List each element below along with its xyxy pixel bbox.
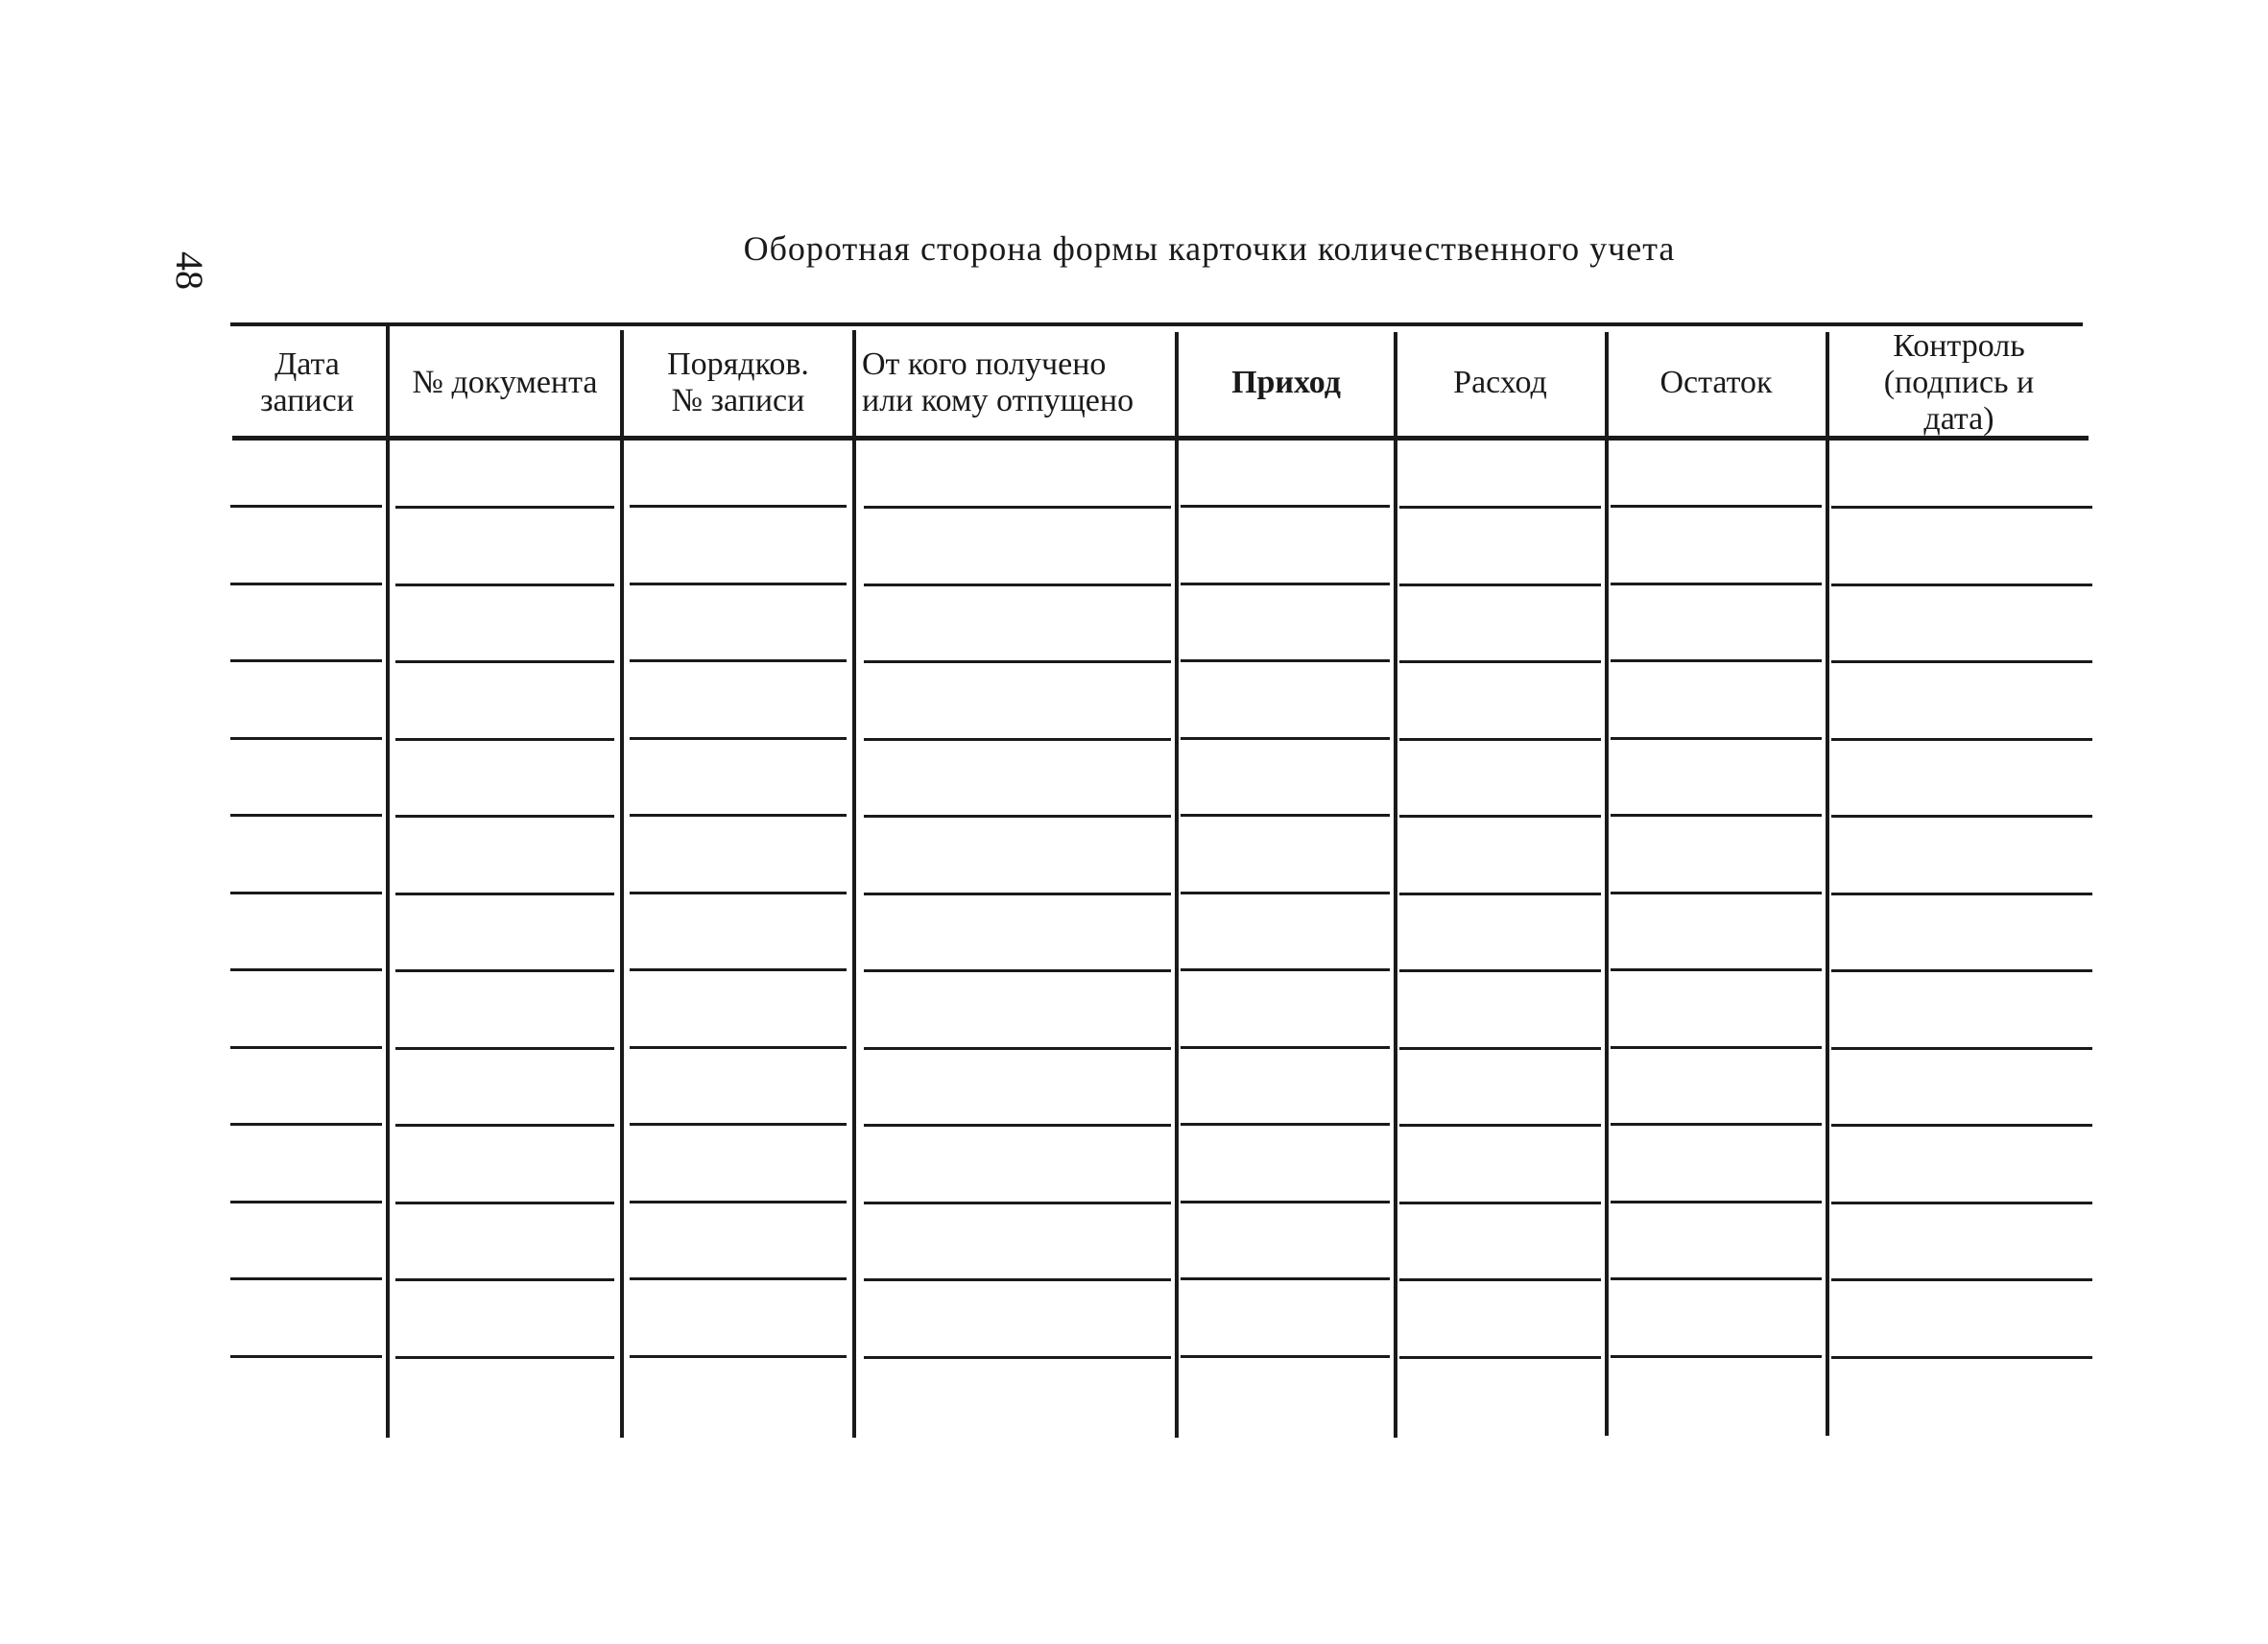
table-row-line bbox=[1181, 1201, 1390, 1203]
table-row-line bbox=[1611, 583, 1822, 585]
table-row-line bbox=[1831, 1124, 2092, 1127]
table-row-line bbox=[1399, 584, 1601, 586]
table-row-line bbox=[395, 969, 614, 972]
table-row-line bbox=[1399, 1356, 1601, 1359]
table-row-line bbox=[230, 1201, 382, 1203]
column-divider bbox=[852, 330, 856, 1438]
table-row-line bbox=[230, 1277, 382, 1280]
table-row-line bbox=[1611, 1355, 1822, 1358]
table-row-line bbox=[1831, 1356, 2092, 1359]
table-row-line bbox=[864, 1047, 1171, 1050]
table-row-line bbox=[1611, 659, 1822, 662]
table-row-line bbox=[395, 1278, 614, 1281]
table-row-line bbox=[230, 659, 382, 662]
table-row-line bbox=[395, 815, 614, 818]
column-divider bbox=[1826, 332, 1829, 1436]
table-row-line bbox=[1181, 737, 1390, 740]
table-row-line bbox=[864, 506, 1171, 509]
table-row-line bbox=[1181, 892, 1390, 894]
table-row-line bbox=[630, 1277, 847, 1280]
table-row-line bbox=[1181, 1355, 1390, 1358]
table-row-line bbox=[230, 968, 382, 971]
table-row-line bbox=[395, 1202, 614, 1204]
table-row-line bbox=[630, 892, 847, 894]
table-row-line bbox=[395, 893, 614, 895]
column-divider bbox=[1175, 332, 1179, 1438]
table-row-line bbox=[395, 1356, 614, 1359]
table-row-line bbox=[864, 1356, 1171, 1359]
table-row-line bbox=[1181, 505, 1390, 508]
table-row-line bbox=[230, 1046, 382, 1049]
table-row-line bbox=[1181, 1123, 1390, 1126]
header-sequence-number: Порядков. № записи bbox=[667, 346, 809, 418]
table-row-line bbox=[1399, 1202, 1601, 1204]
accounting-card-table bbox=[230, 322, 2092, 1436]
table-row-line bbox=[1181, 1046, 1390, 1049]
table-row-line bbox=[864, 1124, 1171, 1127]
table-row-line bbox=[1831, 1202, 2092, 1204]
table-row-line bbox=[630, 968, 847, 971]
table-row-line bbox=[1399, 738, 1601, 741]
table-row-line bbox=[1611, 1201, 1822, 1203]
table-row-line bbox=[630, 1123, 847, 1126]
table-row-line bbox=[630, 1046, 847, 1049]
table-row-line bbox=[1399, 893, 1601, 895]
table-row-line bbox=[395, 506, 614, 509]
table-row-line bbox=[630, 1355, 847, 1358]
table-row-line bbox=[1611, 737, 1822, 740]
header-document-number: № документа bbox=[412, 365, 598, 400]
table-row-line bbox=[864, 660, 1171, 663]
table-row-line bbox=[1611, 505, 1822, 508]
table-row-line bbox=[630, 659, 847, 662]
table-row-line bbox=[395, 584, 614, 586]
table-row-line bbox=[630, 1201, 847, 1203]
table-row-line bbox=[395, 1124, 614, 1127]
table-row-line bbox=[230, 505, 382, 508]
table-row-line bbox=[1399, 969, 1601, 972]
header-expense: Расход bbox=[1453, 365, 1547, 400]
column-divider bbox=[1394, 332, 1397, 1438]
table-row-line bbox=[1399, 1124, 1601, 1127]
table-row-line bbox=[1831, 1278, 2092, 1281]
table-row-line bbox=[1181, 814, 1390, 817]
table-row-line bbox=[1611, 892, 1822, 894]
table-row-line bbox=[1399, 1278, 1601, 1281]
table-row-line bbox=[1831, 660, 2092, 663]
column-divider bbox=[386, 326, 390, 1438]
table-row-line bbox=[230, 583, 382, 585]
table-row-line bbox=[1181, 968, 1390, 971]
table-row-line bbox=[1831, 506, 2092, 509]
table-row-line bbox=[395, 738, 614, 741]
table-row-line bbox=[1831, 584, 2092, 586]
table-row-line bbox=[1831, 815, 2092, 818]
table-row-line bbox=[1831, 969, 2092, 972]
table-row-line bbox=[864, 893, 1171, 895]
table-row-line bbox=[630, 814, 847, 817]
table-row-line bbox=[230, 737, 382, 740]
page-number: 48 bbox=[168, 251, 211, 290]
table-row-line bbox=[1399, 660, 1601, 663]
table-row-line bbox=[630, 505, 847, 508]
table-row-line bbox=[1611, 1123, 1822, 1126]
header-bottom-rule bbox=[232, 436, 2089, 441]
table-row-line bbox=[864, 1202, 1171, 1204]
table-row-line bbox=[230, 1355, 382, 1358]
table-row-line bbox=[1831, 738, 2092, 741]
header-entry-date: Дата записи bbox=[260, 346, 354, 418]
table-row-line bbox=[1181, 659, 1390, 662]
table-row-line bbox=[864, 738, 1171, 741]
table-row-line bbox=[395, 1047, 614, 1050]
table-row-line bbox=[1399, 1047, 1601, 1050]
table-row-line bbox=[1399, 506, 1601, 509]
table-top-rule bbox=[230, 322, 2083, 326]
table-row-line bbox=[1611, 814, 1822, 817]
table-row-line bbox=[1399, 815, 1601, 818]
table-row-line bbox=[230, 892, 382, 894]
table-row-line bbox=[1831, 1047, 2092, 1050]
table-row-line bbox=[1181, 1277, 1390, 1280]
table-row-line bbox=[230, 814, 382, 817]
table-row-line bbox=[864, 969, 1171, 972]
table-row-line bbox=[864, 584, 1171, 586]
form-title: Оборотная сторона формы карточки количественного учета bbox=[743, 229, 1676, 268]
table-row-line bbox=[1611, 1046, 1822, 1049]
header-from-whom-to-whom: От кого получено или кому отпущено bbox=[862, 346, 1134, 418]
column-divider bbox=[1605, 332, 1609, 1436]
table-row-line bbox=[1611, 968, 1822, 971]
column-divider bbox=[620, 330, 624, 1438]
table-row-line bbox=[395, 660, 614, 663]
table-row-line bbox=[864, 815, 1171, 818]
table-row-line bbox=[1831, 893, 2092, 895]
header-control-signature-date: Контроль (подпись и дата) bbox=[1883, 330, 2035, 436]
table-row-line bbox=[630, 737, 847, 740]
header-balance: Остаток bbox=[1659, 365, 1773, 400]
header-receipt: Приход bbox=[1231, 365, 1341, 400]
table-row-line bbox=[630, 583, 847, 585]
table-row-line bbox=[864, 1278, 1171, 1281]
table-row-line bbox=[230, 1123, 382, 1126]
table-row-line bbox=[1611, 1277, 1822, 1280]
table-row-line bbox=[1181, 583, 1390, 585]
